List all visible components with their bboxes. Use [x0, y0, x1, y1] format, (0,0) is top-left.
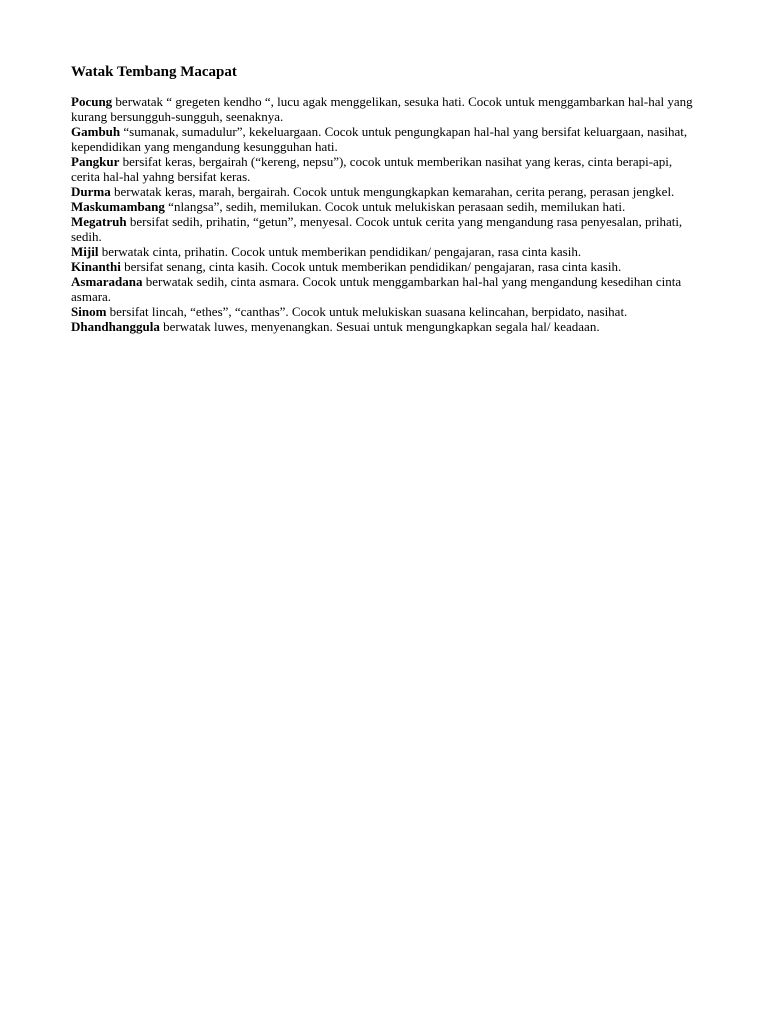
entry-term: Mijil [71, 244, 99, 259]
entry-term: Asmaradana [71, 274, 143, 289]
entry-term: Pocung [71, 94, 113, 109]
entry-description: berwatak luwes, menyenangkan. Sesuai untuk mengungkapkan segala hal/ keadaan. [163, 319, 600, 334]
entry-description: bersifat lincah, “ethes”, “canthas”. Cocok untuk melukiskan suasana kelincahan, berpidato, nasihat. [109, 304, 628, 319]
entry-description: “nlangsa”, sedih, memilukan. Cocok untuk melukiskan perasaan sedih, memilukan hati. [168, 199, 626, 214]
entry-description: berwatak keras, marah, bergairah. Cocok untuk mengungkapkan kemarahan, cerita perang, perasan jengkel. [113, 184, 675, 199]
entry-term: Gambuh [71, 124, 121, 139]
entry-term: Sinom [71, 304, 107, 319]
entry-megatruh [71, 214, 696, 244]
entry-mijil [71, 244, 696, 259]
entry-description: bersifat senang, cinta kasih. Cocok untuk memberikan pendidikan/ pengajaran, rasa cinta kasih. [124, 259, 622, 274]
entry-term: Dhandhanggula [71, 319, 160, 334]
entry-description: bersifat keras, bergairah (“kereng, nepsu”), cocok untuk memberikan nasihat yang keras, cinta berapi-api, cerita hal-hal yahng bersifat keras. [71, 154, 673, 184]
document-title: Watak Tembang Macapat [71, 64, 237, 80]
entry-term: Kinanthi [71, 259, 121, 274]
entry-term: Maskumambang [71, 199, 165, 214]
entry-dhandhanggula [71, 319, 696, 334]
entry-term: Durma [71, 184, 111, 199]
entry-pangkur [71, 154, 696, 184]
entry-asmaradana [71, 274, 696, 304]
entry-kinanthi [71, 259, 696, 274]
entry-description: berwatak sedih, cinta asmara. Cocok untuk menggambarkan hal-hal yang mengandung kesedihan cinta asmara. [71, 274, 682, 304]
entry-list [71, 94, 696, 334]
entry-term: Megatruh [71, 214, 127, 229]
entry-description: bersifat sedih, prihatin, “getun”, menyesal. Cocok untuk cerita yang mengandung rasa penyesalan, prihati, sedih. [71, 214, 683, 244]
entry-term: Pangkur [71, 154, 120, 169]
entry-description: “sumanak, sumadulur”, kekeluargaan. Cocok untuk pengungkapan hal-hal yang bersifat keluargaan, nasihat, kependidikan yang mengandung kesungguhan hati. [71, 124, 688, 154]
entry-sinom [71, 304, 696, 319]
entry-gambuh [71, 124, 696, 154]
entry-durma [71, 184, 696, 199]
entry-description: berwatak “ gregeten kendho “, lucu agak menggelikan, sesuka hati. Cocok untuk menggambarkan hal-hal yang kurang bersungguh-sungguh, seenaknya. [71, 94, 693, 124]
document-page [71, 62, 696, 334]
entry-description: berwatak cinta, prihatin. Cocok untuk memberikan pendidikan/ pengajaran, rasa cinta kasih. [101, 244, 582, 259]
entry-pocung [71, 94, 696, 124]
entry-maskumambang [71, 199, 696, 214]
